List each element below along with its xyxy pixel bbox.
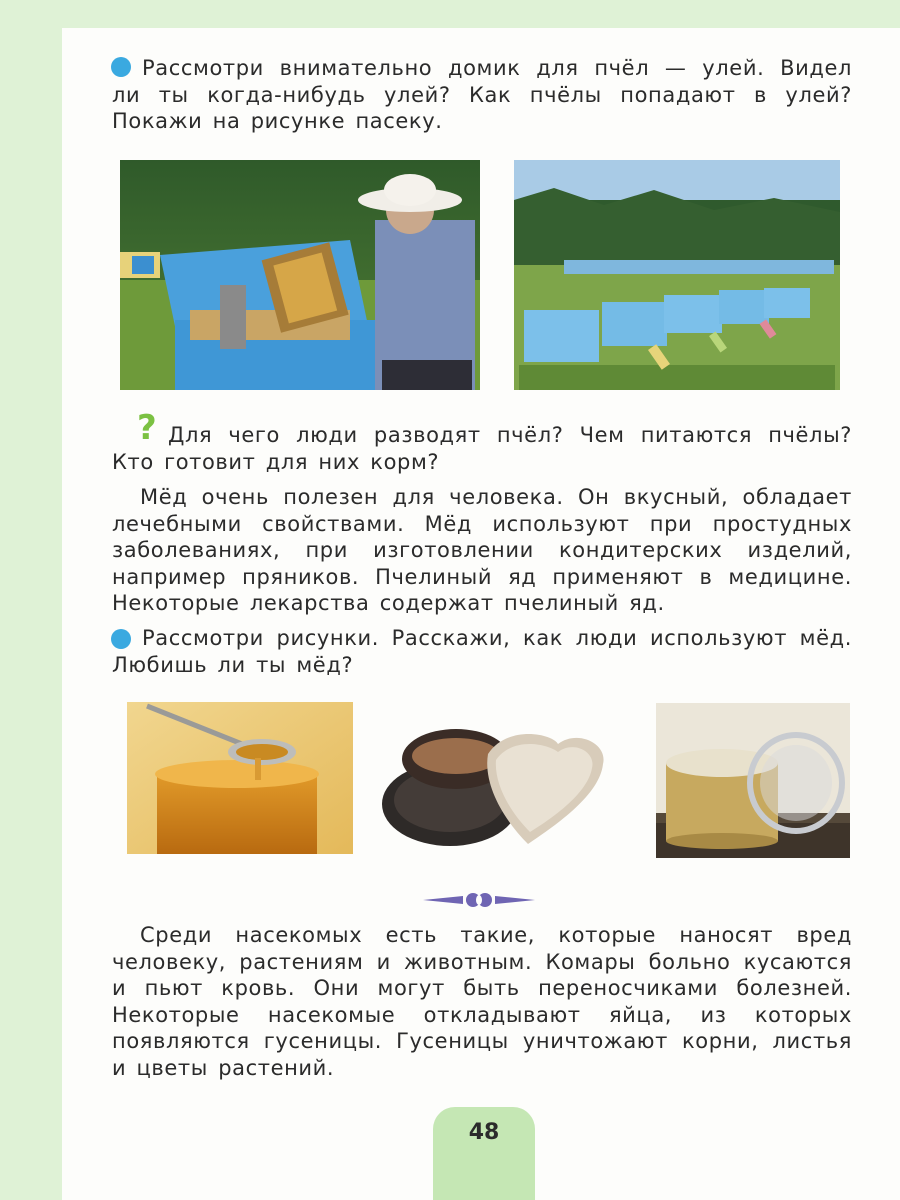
question-mark-icon: ? — [137, 408, 157, 448]
gingerbread-photo — [378, 704, 608, 854]
beekeeper-photo — [120, 160, 480, 390]
apiary-photo — [514, 160, 840, 390]
task2-text: Рассмотри рисунки. Расскажи, как люди используют мёд. Любишь ли ты мёд? — [112, 626, 852, 677]
question-text: Для чего люди разводят пчёл? Чем питаются пчёлы? Кто готовит для них корм? — [112, 423, 852, 474]
harmful-insects-paragraph: Среди насекомых есть такие, которые наносят вред человеку, растениям и животным. Комары больно кусаются и пьют кровь. Они могут быть переносчиками болезней. Некоторые насекомые откладывают яйца, из которых появляются гусеницы. Гусеницы уничтожают корни, листья и цветы растений. — [112, 923, 852, 1080]
honey-spoon-photo — [127, 702, 353, 854]
honey-cream-jar-photo — [656, 703, 850, 858]
divider-ornament — [423, 890, 535, 910]
task1-text: Рассмотри внимательно домик для пчёл — улей. Видел ли ты когда-нибудь улей? Как пчёлы попадают в улей? Покажи на рисунке пасеку. — [112, 56, 852, 133]
honey-paragraph: Мёд очень полезен для человека. Он вкусный, обладает лечебными свойствами. Мёд используют при простудных заболеваниях, при изготовлении кондитерских изделий, например пряников. Пчелиный яд применяют в медицине. Некоторые лекарства содержат пчелиный яд. — [112, 485, 852, 615]
page-number: 48 — [468, 1120, 500, 1145]
